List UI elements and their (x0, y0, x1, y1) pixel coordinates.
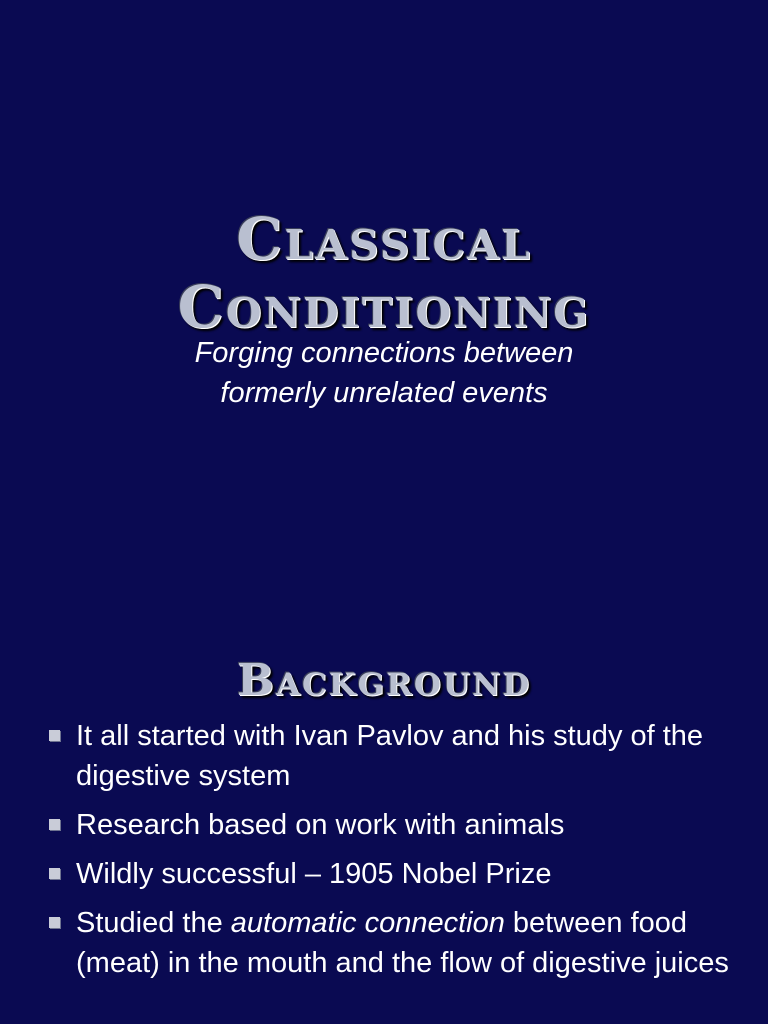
square-bullet-icon (49, 917, 60, 928)
bullet-text: Wildly successful – 1905 Nobel Prize (76, 858, 552, 890)
bullet-item (0, 854, 740, 894)
subtitle-line-2: formerly unrelated events (220, 377, 548, 409)
bullet-item (0, 805, 740, 845)
bullet-text: Research based on work with animals (76, 809, 565, 841)
bullet-list (0, 716, 740, 992)
bullet-text: It all started with Ivan Pavlov and his study of the digestive system (76, 720, 704, 792)
bullet-text (76, 907, 729, 979)
section-title: Background (236, 654, 532, 706)
bullet-item (0, 716, 740, 796)
main-title-line-1: Classical (236, 204, 532, 273)
main-title (0, 205, 768, 341)
bullet-text-emphasis: automatic connection (230, 907, 505, 939)
square-bullet-icon (49, 868, 60, 879)
subtitle-line-1: Forging connections between (194, 337, 574, 369)
subtitle (0, 333, 768, 413)
bullet-text-prefix: Studied the (76, 907, 231, 939)
square-bullet-icon (49, 819, 60, 830)
background-slide (0, 576, 768, 1024)
bullet-item (0, 903, 740, 983)
square-bullet-icon (49, 730, 60, 741)
bullet-text-suffix: between food (meat) in the mouth and the flow of digestive juices (76, 907, 729, 979)
main-title-line-2: Conditioning (177, 272, 591, 341)
